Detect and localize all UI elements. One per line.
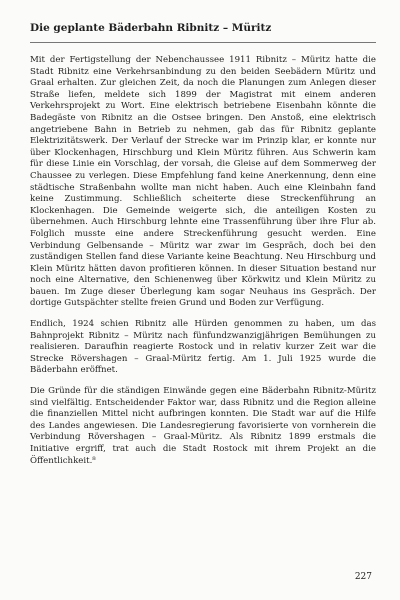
paragraph-2: Endlich, 1924 schien Ribnitz alle Hürden genommen zu haben, um das Bahnprojekt Ribnitz – Müritz nach fünfundzwanzigjährigen Bemühungen zu realisieren. Daraufhin reagierte Rostock und in relativ kurzer Zeit war die Strecke Rövershagen – Graal-Müritz fertig. Am 1. Juli 1925 wurde die Bäderbahn eröffnet. [30,319,376,376]
paragraph-1: Mit der Fertigstellung der Nebenchaussee 1911 Ribnitz – Müritz hatte die Stadt Ribnitz eine Verkehrsanbindung zu den beiden Seebädern Müritz und Graal erhalten. Zur gleichen Zeit, da noch die Planungen zum Anlegen dieser Straße liefen, meldete sich 1899 der Magistrat mit einem anderen Verkehrsprojekt zu Wort. Eine elektrisch betriebene Eisenbahn könnte die Badegäste von Ribnitz an die Ostsee bringen. Den Anstoß, eine elektrisch angetriebene Bahn in Betrieb zu nehmen, gab das für Ribnitz geplante Elektrizitätswerk. Der Verlauf der Strecke war im Prinzip klar, er konnte nur über Klockenhagen, Hirschburg und Klein Müritz führen. Aus Schwerin kam für diese Linie ein Vorschlag, der vorsah, die Gleise auf dem Sommerweg der Chaussee zu verlegen. Diese Empfehlung fand keine Anerkennung, denn eine städtische Straßenbahn wollte man nicht haben. Auch eine Kleinbahn fand keine Zustimmung. Schließlich scheiterte diese Streckenführung an Klockenhagen. Die Gemeinde weigerte sich, die anteiligen Kosten zu übernehmen. Auch Hirschburg lehnte eine Trassenführung über ihre Flur ab. Folglich musste eine andere Streckenführung gesucht werden. Eine Verbindung Gelbensande – Müritz war zwar im Gespräch, doch bei den zuständigen Stellen fand diese Variante keine Beachtung. Neu Hirschburg und Klein Müritz hätten davon profitieren können. In dieser Situation bestand nur noch eine Alternative, den Schienenweg über Körkwitz und Klein Müritz zu bauen. Im Zuge dieser Überlegung kam sogar Neuhaus ins Gespräch. Der dortige Gutspächter stellte freien Grund und Boden zur Verfügung. [30,55,376,309]
paragraph-3: Die Gründe für die ständigen Einwände gegen eine Bäderbahn Ribnitz-Müritz sind vielfältig. Entscheidender Faktor war, dass Ribnitz und die Region alleine die finanziellen Mittel nicht aufbringen konnten. Die Stadt war auf die Hilfe des Landes angewiesen. Die Landesregierung favorisierte von vornherein die Verbindung Rövershagen – Graal-Müritz. Als Ribnitz 1899 erstmals die Initiative ergriff, trat auch die Stadt Rostock mit ihrem Projekt an die Öffentlichkeit.⁸ [30,386,376,466]
section-title: Die geplante Bäderbahn Ribnitz – Müritz [30,22,272,34]
page-number: 227 [354,572,372,582]
title-underline [30,42,376,43]
